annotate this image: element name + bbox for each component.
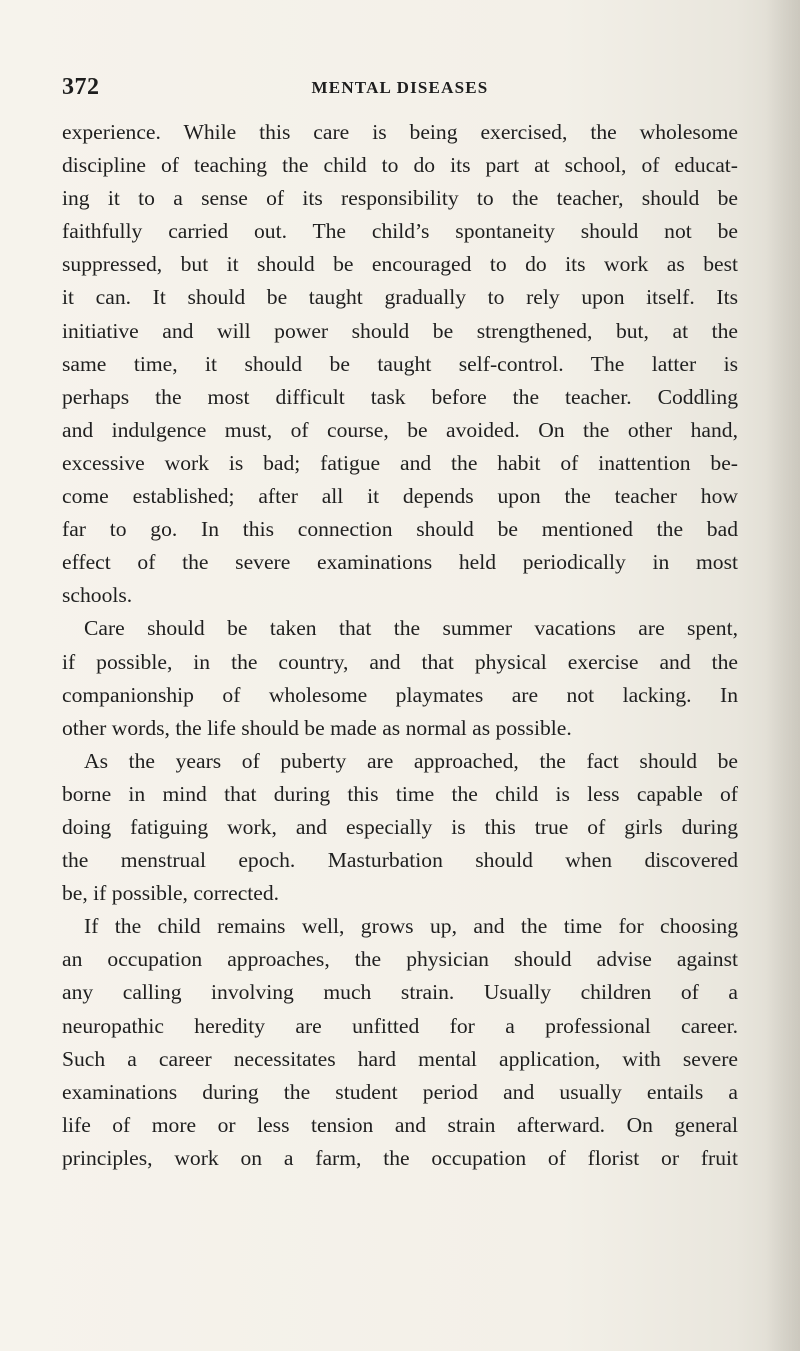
text-line: doing fatiguing work, and especially is this true of girls during [62, 814, 738, 839]
running-head: MENTAL DISEASES [311, 78, 489, 97]
text-line: experience. While this care is being exercised, the wholesome [62, 120, 738, 144]
text-line: neuropathic heredity are unfitted for a professional career. [62, 1013, 738, 1038]
text-line: if possible, in the country, and that physical exercise and the [62, 649, 738, 674]
text-line: any calling involving much strain. Usually children of a [62, 980, 738, 1005]
text-line: come established; after all it depends upon the teacher how [62, 484, 738, 509]
text-line: perhaps the most difficult task before the teacher. Coddling [62, 384, 738, 409]
text-line: examinations during the student period and usually entails a [62, 1079, 738, 1104]
text-line: As the years of puberty are approached, the fact should be [84, 748, 738, 773]
text-line: be, if possible, corrected. [62, 881, 280, 906]
text-line: If the child remains well, grows up, and the time for choosing [84, 914, 738, 939]
text-line: discipline of teaching the child to do its part at school, of educat- [62, 153, 738, 178]
text-line: life of more or less tension and strain afterward. On general [62, 1112, 738, 1137]
text-line: faithfully carried out. The child’s spontaneity should not be [62, 219, 738, 244]
text-line: initiative and will power should be strengthened, but, at the [62, 318, 738, 343]
text-line: and indulgence must, of course, be avoided. On the other hand, [62, 417, 738, 442]
text-line: effect of the severe examinations held periodically in most [62, 550, 738, 575]
text-line: the menstrual epoch. Masturbation should when discovered [62, 848, 738, 873]
body-text [62, 116, 738, 1175]
text-line: it can. It should be taught gradually to rely upon itself. Its [62, 285, 738, 310]
text-line: borne in mind that during this time the child is less capable of [62, 781, 738, 806]
text-line: excessive work is bad; fatigue and the habit of inattention be- [62, 450, 738, 475]
text-line: schools. [62, 583, 133, 608]
text-line: suppressed, but it should be encouraged to do its work as best [62, 252, 738, 277]
page-header [62, 74, 738, 110]
text-line: same time, it should be taught self-control. The latter is [62, 351, 738, 376]
text-line: ing it to a sense of its responsibility to the teacher, should be [62, 186, 738, 211]
text-line: Care should be taken that the summer vacations are spent, [84, 616, 738, 641]
text-line: companionship of wholesome playmates are not lacking. In [62, 682, 738, 707]
text-line: principles, work on a farm, the occupation of florist or fruit [62, 1145, 738, 1170]
text-line: Such a career necessitates hard mental application, with severe [62, 1046, 738, 1071]
text-line: other words, the life should be made as normal as possible. [62, 715, 572, 740]
text-line: an occupation approaches, the physician should advise against [62, 947, 738, 972]
page-edge-shadow [766, 0, 800, 1351]
page-number: 372 [62, 74, 100, 100]
text-line: far to go. In this connection should be mentioned the bad [62, 517, 738, 542]
